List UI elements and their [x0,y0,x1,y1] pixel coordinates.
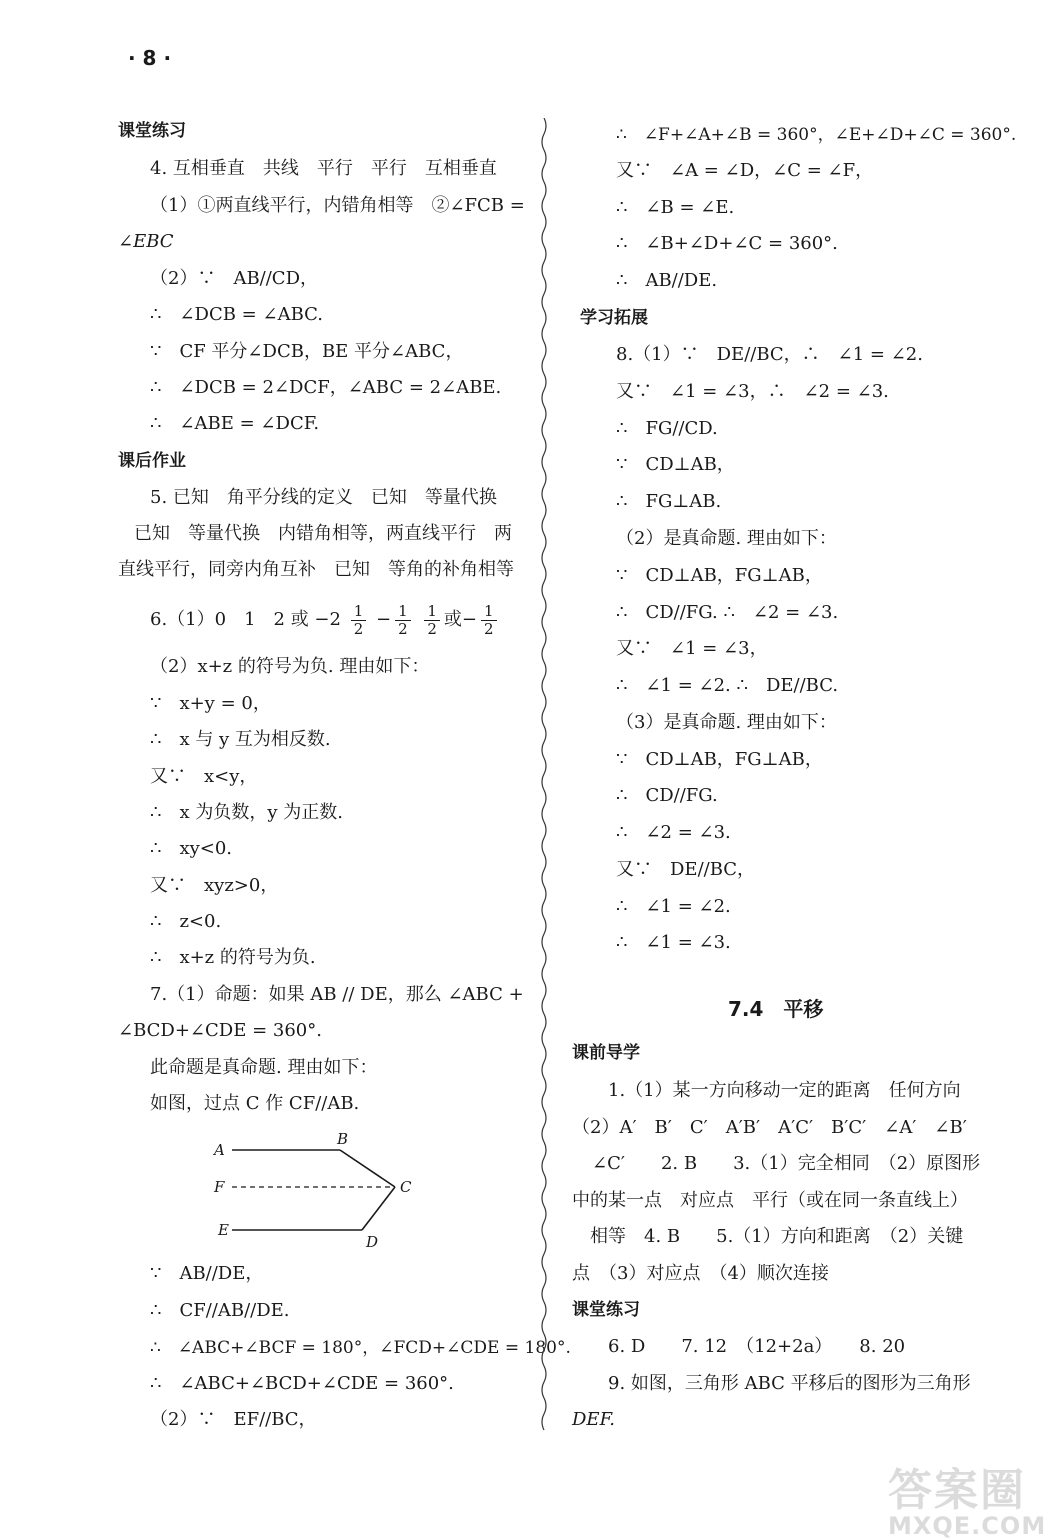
answer-line: （2）x+z 的符号为负. 理由如下： [150,656,430,677]
point-label-d: D [366,1233,379,1251]
fraction-numerator: 1 [395,603,411,621]
answer-line: 9. 如图，三角形 ABC 平移后的图形为三角形 [608,1373,971,1394]
answer-line: ∴ CF//AB//DE. [150,1300,290,1321]
answer-line: 8.（1）∵ DE//BC，∴ ∠1 = ∠2. [616,344,923,365]
answer-text: 6.（1）0 1 2 或 −2 [150,609,341,630]
answer-line: ∴ ∠ABC+∠BCD+∠CDE = 360°. [150,1373,454,1394]
answer-line: 此命题是真命题. 理由如下： [150,1057,378,1078]
answer-line: ∴ ∠1 = ∠2. ∴ DE//BC. [616,675,839,696]
answer-line: 又∵ xyz>0， [150,875,279,896]
heading-ketang-lianxi: 课堂练习 [118,121,186,141]
fraction-denominator: 2 [427,619,437,638]
answer-line: （2）A′ B′ C′ A′B′ A′C′ B′C′ ∠A′ ∠B′ [572,1117,967,1138]
answer-line: 中的某一点 对应点 平行（或在同一条直线上） [572,1190,968,1211]
minus-sign: − [461,609,477,630]
answer-line: 直线平行，同旁内角互补 已知 等角的补角相等 [118,559,514,580]
point-label-f: F [214,1178,225,1196]
answer-line: ∴ z<0. [150,911,222,932]
answer-line: ∴ x 为负数，y 为正数. [150,802,343,823]
answer-line: ∴ CD//FG. [616,785,718,806]
watermark-url: MXQE.COM [888,1512,1047,1540]
fraction-denominator: 2 [484,619,494,638]
answer-line: ∴ ∠DCB = ∠ABC. [150,304,323,325]
answer-line: 又∵ x<y， [150,766,258,787]
answer-line: ∵ x+y = 0， [150,693,271,714]
answer-line: ∠BCD+∠CDE = 360°. [118,1020,322,1041]
heading-kehou-zuoye: 课后作业 [118,451,186,471]
answer-line: ∠C′ 2. B 3.（1）完全相同 （2）原图形 [592,1153,981,1174]
answer-line: ∵ AB//DE， [150,1263,264,1284]
answer-line: ∵ CD⊥AB，FG⊥AB， [616,565,823,586]
answer-line: ∴ ∠ABC+∠BCF = 180°，∠FCD+∠CDE = 180°. [150,1338,571,1358]
answer-line: ∴ x 与 y 互为相反数. [150,729,331,750]
answer-line: 如图，过点 C 作 CF//AB. [150,1093,360,1114]
answer-line: ∴ ∠1 = ∠3. [616,932,731,953]
answer-line: ∠EBC [118,231,174,252]
answer-line: ∵ CD⊥AB，FG⊥AB， [616,749,823,770]
minus-sign: − [375,609,392,630]
answer-line: ∴ xy<0. [150,838,233,859]
answer-line: ∴ ∠ABE = ∠DCF. [150,413,320,434]
answer-line-with-fractions [150,598,501,642]
fraction-denominator: 2 [353,619,364,638]
answer-line: 6. D 7. 12 （12+2a） 8. 20 [608,1336,906,1357]
answer-line: ∵ CD⊥AB， [616,454,735,475]
watermark-logo [888,1454,1048,1540]
answer-line: DEF. [572,1409,615,1430]
answer-line: （1）①两直线平行，内错角相等 ②∠FCB = [150,195,525,216]
answer-line: （2）是真命题. 理由如下： [616,528,837,549]
answer-line: ∵ CF 平分∠DCB，BE 平分∠ABC， [150,341,464,362]
answer-line: ∴ ∠DCB = 2∠DCF，∠ABC = 2∠ABE. [150,377,502,398]
answer-line: 又∵ ∠1 = ∠3， [616,638,768,659]
answer-line: ∴ ∠2 = ∠3. [616,822,731,843]
answer-line: （2）∵ EF//BC， [150,1409,317,1430]
heading-ketang-lianxi-2: 课堂练习 [572,1300,640,1320]
point-label-e: E [218,1221,229,1239]
answer-line: 点 （3）对应点 （4）顺次连接 [572,1263,829,1284]
answer-line: 又∵ ∠1 = ∠3，∴ ∠2 = ∠3. [616,381,889,402]
answer-line: （3）是真命题. 理由如下： [616,712,837,733]
answer-line: 又∵ DE//BC， [616,859,756,880]
fraction-numerator: 1 [481,603,497,621]
point-label-a: A [214,1141,225,1159]
fraction-numerator: 1 [351,603,367,621]
answer-line: ∴ FG⊥AB. [616,491,722,512]
answer-line: ∴ CD//FG. ∴ ∠2 = ∠3. [616,602,839,623]
fraction [351,603,367,638]
column-divider [538,118,550,1438]
fraction [395,603,411,638]
geometry-figure-parallel-lines [210,1128,430,1252]
answer-line: 1.（1）某一方向移动一定的距离 任何方向 [608,1080,961,1101]
fraction-denominator: 2 [398,619,408,638]
answer-line: 已知 等量代换 内错角相等，两直线平行 两 [134,523,512,544]
line-bc [340,1150,395,1187]
answer-line: 相等 4. B 5.（1）方向和距离 （2）关键 [590,1226,964,1247]
fraction-numerator: 1 [424,603,440,621]
point-label-c: C [400,1178,412,1196]
heading-keqian-daoxue: 课前导学 [572,1043,640,1063]
answer-line: ∴ ∠F+∠A+∠B = 360°，∠E+∠D+∠C = 360°. [616,125,1017,145]
or-text: 或 [443,609,462,630]
answer-line: ∴ AB//DE. [616,270,718,291]
answer-line: ∴ ∠B = ∠E. [616,197,735,218]
line-cd [362,1187,395,1230]
fraction [424,603,440,638]
answer-line: 4. 互相垂直 共线 平行 平行 互相垂直 [150,158,497,179]
fraction [481,603,497,638]
answer-line: （2）∵ AB//CD， [150,268,319,289]
page-number: · 8 · [128,46,172,70]
answer-line: ∴ ∠B+∠D+∠C = 360°. [616,233,838,254]
watermark-title: 答案圈 [888,1465,1026,1516]
answer-line: ∴ FG//CD. [616,418,718,439]
answer-line: 7.（1）命题：如果 AB // DE，那么 ∠ABC + [150,984,524,1005]
answer-line: 5. 已知 角平分线的定义 已知 等量代换 [150,487,497,508]
heading-xuexi-tuozhan: 学习拓展 [580,308,648,328]
answer-line: 又∵ ∠A = ∠D，∠C = ∠F， [616,160,874,181]
answer-line: ∴ x+z 的符号为负. [150,947,316,968]
answer-line: ∴ ∠1 = ∠2. [616,896,731,917]
point-label-b: B [337,1130,349,1148]
section-title: 7.4 平移 [728,997,824,1021]
